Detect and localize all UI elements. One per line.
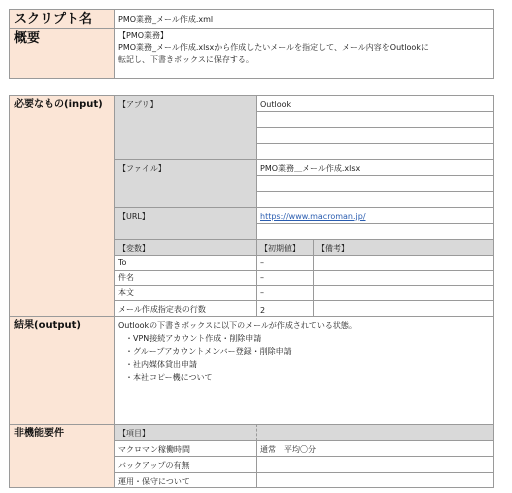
overview-line: 【PMO業務】 xyxy=(118,31,169,40)
nonfunc-item: 運用・保守について xyxy=(114,472,257,488)
script-name-label: スクリプト名 xyxy=(9,9,115,29)
var-init: – xyxy=(256,285,314,301)
var-header-init: 【初期値】 xyxy=(256,239,314,256)
app-label: 【アプリ】 xyxy=(114,95,257,160)
overview-content xyxy=(114,28,494,79)
output-line: ・グループアカウントメンバー登録・削除申請 xyxy=(125,347,292,356)
nonfunc-value xyxy=(256,456,494,473)
output-label: 結果(output) xyxy=(9,316,115,425)
var-name: メール作成指定表の行数 xyxy=(114,300,257,317)
nonfunc-item: マクロマン稼働時間 xyxy=(114,440,257,457)
var-note xyxy=(313,255,494,271)
var-init: – xyxy=(256,255,314,271)
nonfunc-value: 通常 平均〇分 xyxy=(256,440,494,457)
nonfunc-label: 非機能要件 xyxy=(9,424,115,488)
var-init: 2 xyxy=(256,300,314,317)
var-note xyxy=(313,300,494,317)
output-line: Outlookの下書きボックスに以下のメールが作成されている状態。 xyxy=(118,321,357,330)
nonfunc-header-blank xyxy=(256,424,494,441)
file-blank-row xyxy=(256,191,494,208)
var-name: 本文 xyxy=(114,285,257,301)
file-label: 【ファイル】 xyxy=(114,159,257,208)
nonfunc-value xyxy=(256,472,494,488)
output-content xyxy=(114,316,494,425)
overview-label: 概要 xyxy=(9,28,115,79)
var-note xyxy=(313,270,494,286)
app-blank-row xyxy=(256,111,494,128)
overview-line: PMO業務_メール作成.xlsxから作成したいメールを指定して、メール内容をOutlookに xyxy=(118,43,429,52)
output-line: ・社内媒体貸出申請 xyxy=(125,360,197,369)
url-value-cell xyxy=(256,207,494,224)
var-header-name: 【変数】 xyxy=(114,239,257,256)
output-line: ・本社コピー機について xyxy=(125,373,213,382)
script-name-value: PMO業務_メール作成.xml xyxy=(114,9,494,29)
output-line: ・VPN接続アカウント作成・削除申請 xyxy=(125,334,262,343)
nonfunc-item: バックアップの有無 xyxy=(114,456,257,473)
overview-line: 転記し、下書きボックスに保存する。 xyxy=(118,55,254,64)
file-value: PMO業務＿メール作成.xlsx xyxy=(256,159,494,176)
app-blank-row xyxy=(256,143,494,160)
nonfunc-header: 【項目】 xyxy=(114,424,257,441)
url-link[interactable]: https://www.macroman.jp/ xyxy=(260,212,366,221)
input-label: 必要なもの(input) xyxy=(9,95,115,317)
file-blank-row xyxy=(256,175,494,192)
var-init: – xyxy=(256,270,314,286)
url-blank-row xyxy=(256,223,494,240)
url-label: 【URL】 xyxy=(114,207,257,240)
app-blank-row xyxy=(256,127,494,144)
var-note xyxy=(313,285,494,301)
app-value: Outlook xyxy=(256,95,494,112)
var-name: To xyxy=(114,255,257,271)
var-name: 件名 xyxy=(114,270,257,286)
var-header-note: 【備考】 xyxy=(313,239,494,256)
